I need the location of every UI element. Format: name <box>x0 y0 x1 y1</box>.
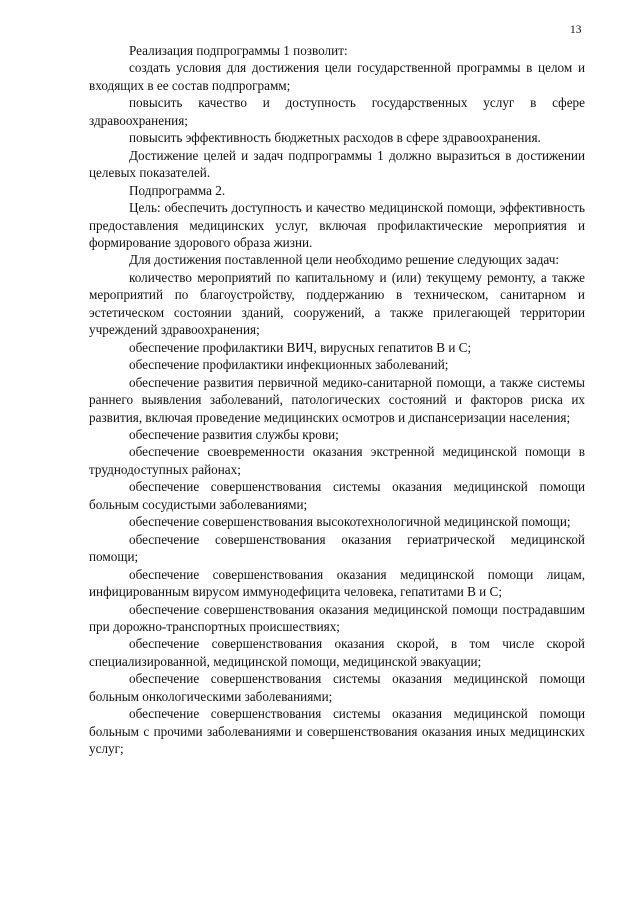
list-item: обеспечение совершенствования оказания медицинской помощи лицам, инфицированным вирусом иммунодефицита человека, гепатитами В и С; <box>89 566 585 600</box>
document-body <box>89 42 585 758</box>
paragraph-subprogram-2-goal: Цель: обеспечить доступность и качество медицинской помощи, эффективность предоставления медицинских услуг, включая профилактические мероприятия и формирование здорового образа жизни. <box>89 200 585 250</box>
paragraph-goal-conditions: создать условия для достижения цели государственной программы в целом и входящих в ее состав подпрограмм; <box>89 60 585 93</box>
list-item: обеспечение совершенствования оказания скорой, в том числе скорой специализированной, медицинской помощи, медицинской эвакуации; <box>89 636 585 669</box>
list-item: обеспечение своевременности оказания экстренной медицинской помощи в труднодоступных районах; <box>89 444 585 477</box>
paragraph-intro-subprogram-1: Реализация подпрограммы 1 позволит: <box>129 43 348 58</box>
list-item: обеспечение совершенствования системы оказания медицинской помощи больным онкологическими заболеваниями; <box>89 671 585 704</box>
page-number: 13 <box>570 24 582 36</box>
paragraph-service-quality: повысить качество и доступность государственных услуг в сфере здравоохранения; <box>89 95 585 128</box>
list-item: обеспечение совершенствования оказания гериатрической медицинской помощи; <box>89 531 585 565</box>
list-item: обеспечение профилактики ВИЧ, вирусных гепатитов В и С; <box>129 339 472 355</box>
list-item: обеспечение совершенствования оказания медицинской помощи пострадавшим при дорожно-транспортных происшествиях; <box>89 601 585 634</box>
paragraph-tasks-intro: Для достижения поставленной цели необходимо решение следующих задач: <box>129 252 560 268</box>
list-item: обеспечение развития службы крови; <box>129 426 339 442</box>
list-item: обеспечение совершенствования системы оказания медицинской помощи больным сосудистыми заболеваниями; <box>89 479 585 512</box>
paragraph-target-indicators: Достижение целей и задач подпрограммы 1 должно выразиться в достижении целевых показателей. <box>89 147 585 181</box>
paragraph-budget-efficiency: повысить эффективность бюджетных расходов в сфере здравоохранения. <box>129 130 541 146</box>
list-item: количество мероприятий по капитальному и (или) текущему ремонту, а также мероприятий по благоустройству, поддержанию в техническом, санитарном и эстетическом состоянии зданий, сооружений, а также прилегающей территории учреждений здравоохранения; <box>89 269 585 338</box>
list-item: обеспечение совершенствования системы оказания медицинской помощи больным с прочими заболеваниями и совершенствования оказания иных медицинских услуг; <box>89 706 585 757</box>
list-item: обеспечение развития первичной медико-санитарной помощи, а также системы раннего выявления заболеваний, патологических состояний и факторов риска их развития, включая проведение медицинских осмотров и диспансеризации населения; <box>89 374 585 425</box>
list-item: обеспечение совершенствования высокотехнологичной медицинской помощи; <box>129 514 571 530</box>
list-item: обеспечение профилактики инфекционных заболеваний; <box>129 357 449 373</box>
paragraph-subprogram-2-heading: Подпрограмма 2. <box>129 182 226 198</box>
